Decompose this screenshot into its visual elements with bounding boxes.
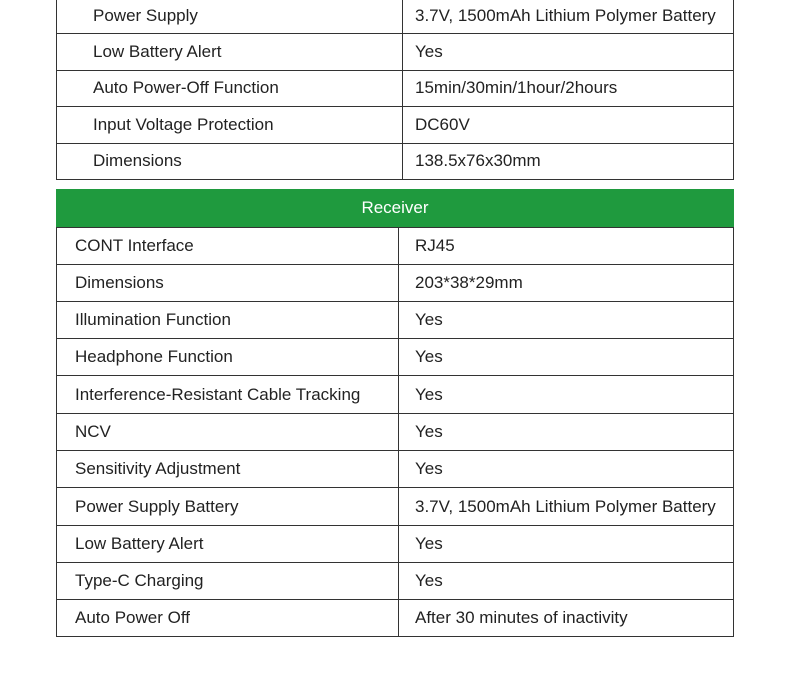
table-row [57,302,734,339]
spec-value: RJ45 [399,228,734,265]
spec-value: Yes [399,563,734,600]
spec-value: 3.7V, 1500mAh Lithium Polymer Battery [399,488,734,526]
spec-value: Yes [403,34,734,70]
table-row [57,526,734,563]
spec-label: Auto Power Off [57,600,399,637]
spec-label: Sensitivity Adjustment [57,451,399,488]
spec-value: Yes [399,451,734,488]
spec-label: CONT Interface [57,228,399,265]
table-row [57,0,734,34]
spec-value: 3.7V, 1500mAh Lithium Polymer Battery [403,0,734,34]
spec-label: Interference-Resistant Cable Tracking [57,376,399,414]
spec-label: Power Supply [57,0,403,34]
spec-value: Yes [399,376,734,414]
table-row [57,339,734,376]
spec-value: 138.5x76x30mm [403,143,734,179]
spec-label: Illumination Function [57,302,399,339]
table-row [57,376,734,414]
spec-value: DC60V [403,107,734,143]
table-row [57,34,734,70]
table-row [57,70,734,106]
spec-label: Headphone Function [57,339,399,376]
spec-label: Dimensions [57,143,403,179]
table-row [57,107,734,143]
spec-label: Type-C Charging [57,563,399,600]
spec-value: Yes [399,526,734,563]
table-row [57,228,734,265]
spec-value: 15min/30min/1hour/2hours [403,70,734,106]
receiver-section-header: Receiver [56,189,734,227]
table-row [57,143,734,179]
table-row [57,488,734,526]
table-row [57,600,734,637]
spec-value: Yes [399,302,734,339]
spec-label: Input Voltage Protection [57,107,403,143]
spec-label: Auto Power-Off Function [57,70,403,106]
spec-label: Dimensions [57,265,399,302]
receiver-spec-table [56,227,734,637]
table-row [57,414,734,451]
table-row [57,451,734,488]
transmitter-spec-table [56,0,734,180]
spec-label: Power Supply Battery [57,488,399,526]
table-row [57,265,734,302]
spec-value: Yes [399,339,734,376]
spec-value: 203*38*29mm [399,265,734,302]
spec-label: Low Battery Alert [57,34,403,70]
table-row [57,563,734,600]
spec-label: Low Battery Alert [57,526,399,563]
spec-value: Yes [399,414,734,451]
spec-value: After 30 minutes of inactivity [399,600,734,637]
spec-label: NCV [57,414,399,451]
